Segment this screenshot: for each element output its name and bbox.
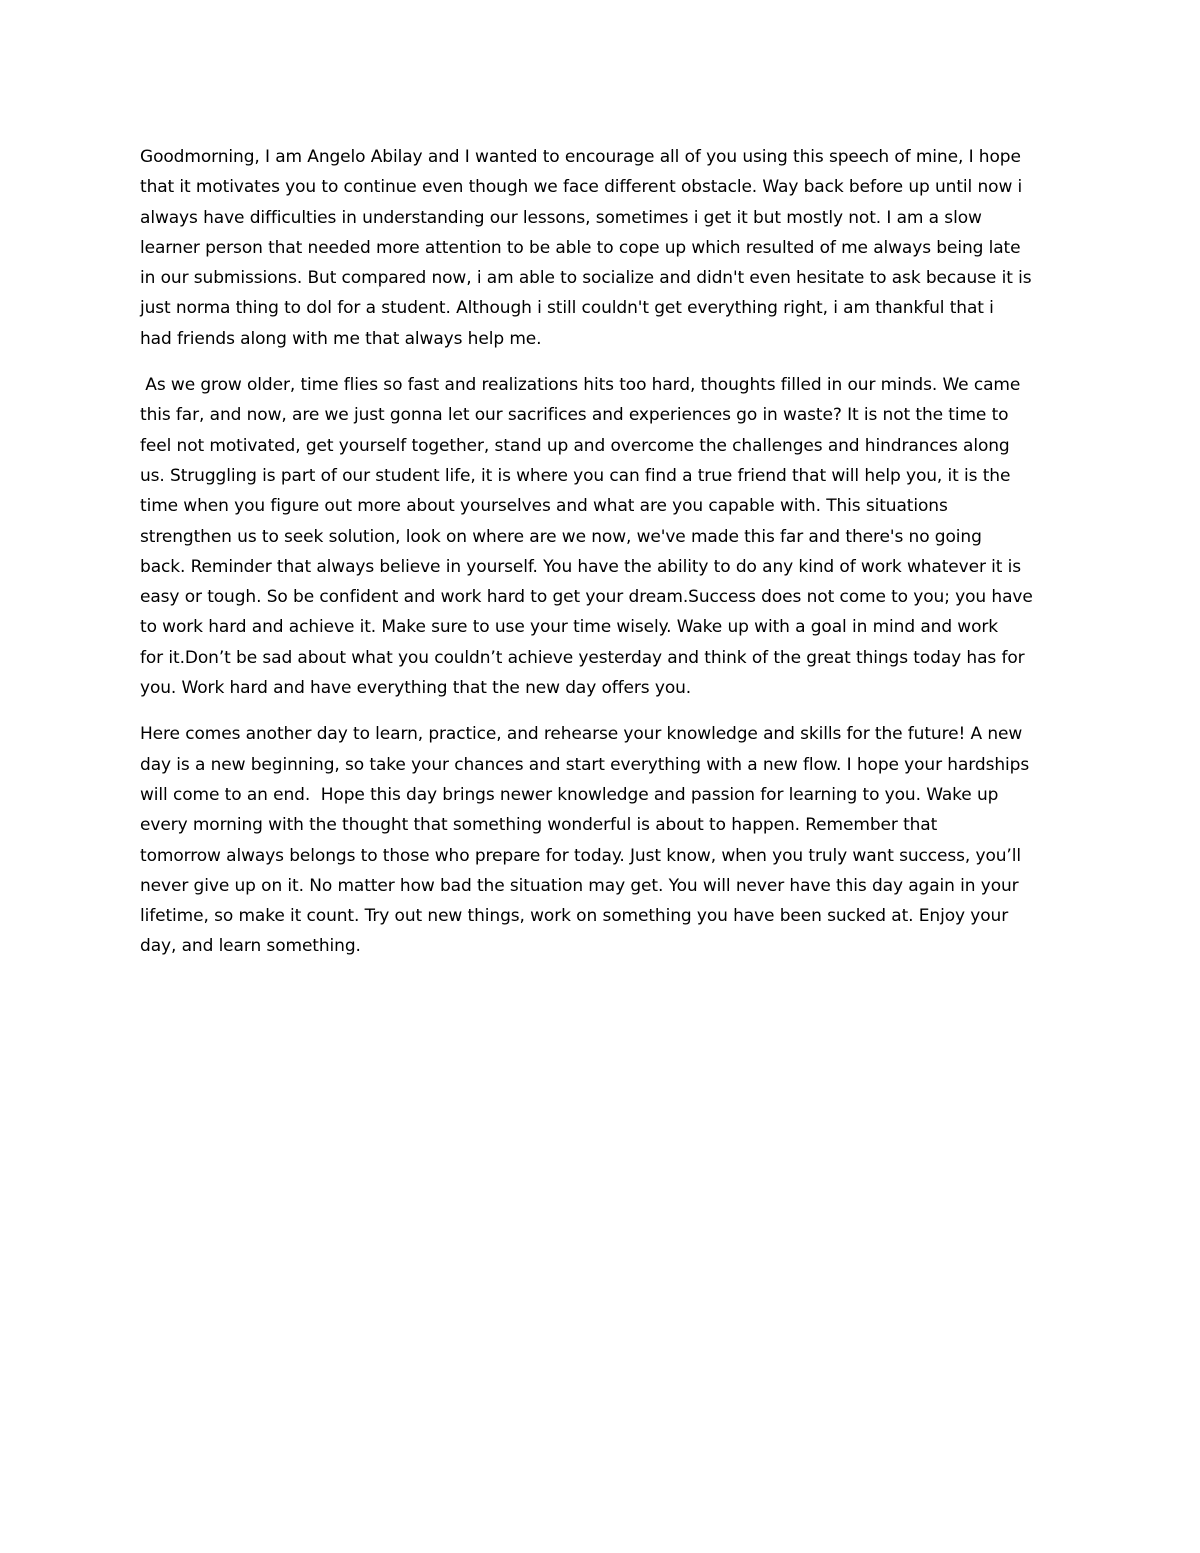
- text-line: back. Reminder that always believe in yourself. You have the ability to do any kind of work whatever it is: [140, 556, 1022, 577]
- text-line: lifetime, so make it count. Try out new things, work on something you have been sucked at. Enjoy your: [140, 906, 1009, 927]
- text-line: time when you figure out more about yourselves and what are you capable with. This situations: [140, 496, 948, 517]
- text-line: us. Struggling is part of our student life, it is where you can find a true friend that will help you, it is the: [140, 465, 1011, 486]
- text-line: that it motivates you to continue even though we face different obstacle. Way back before up until now i: [140, 177, 1023, 198]
- text-line: As we grow older, time flies so fast and realizations hits too hard, thoughts filled in our minds. We came: [140, 375, 1021, 396]
- text-line: learner person that needed more attention to be able to cope up which resulted of me always being late: [140, 237, 1021, 258]
- text-line: tomorrow always belongs to those who prepare for today. Just know, when you truly want success, you’ll: [140, 845, 1021, 866]
- text-line: Goodmorning, I am Angelo Abilay and I wanted to encourage all of you using this speech of mine, I hope: [140, 147, 1021, 167]
- text-line: just norma thing to dol for a student. Although i still couldn't get everything right, i am thankful that i: [140, 298, 994, 319]
- text-line: Here comes another day to learn, practice, and rehearse your knowledge and skills for the future! A new: [140, 724, 1023, 745]
- text-line: every morning with the thought that something wonderful is about to happen. Remember that: [140, 815, 938, 836]
- paragraph-3: [140, 719, 1070, 961]
- text-line: this far, and now, are we just gonna let our sacrifices and experiences go in waste? It is not the time to: [140, 405, 1009, 426]
- paragraph-2: [140, 370, 1070, 703]
- text-line: to work hard and achieve it. Make sure to use your time wisely. Wake up with a goal in mind and work: [140, 617, 999, 638]
- text-line: you. Work hard and have everything that the new day offers you.: [140, 678, 692, 699]
- document-body: [140, 142, 1070, 978]
- text-line: feel not motivated, get yourself together, stand up and overcome the challenges and hindrances along: [140, 435, 1010, 456]
- text-line: will come to an end. Hope this day brings newer knowledge and passion for learning to you. Wake up: [140, 784, 999, 805]
- text-line: easy or tough. So be confident and work hard to get your dream.Success does not come to you; you have: [140, 587, 1033, 608]
- text-line: strengthen us to seek solution, look on where are we now, we've made this far and there's no going: [140, 526, 982, 547]
- text-line: day, and learn something.: [140, 936, 361, 957]
- text-line: had friends along with me that always help me.: [140, 328, 542, 349]
- paragraph-1: [140, 142, 1070, 354]
- text-line: never give up on it. No matter how bad the situation may get. You will never have this day again in your: [140, 875, 1019, 896]
- text-line: day is a new beginning, so take your chances and start everything with a new flow. I hope your hardships: [140, 754, 1030, 775]
- text-line: for it.Don’t be sad about what you couldn’t achieve yesterday and think of the great things today has for: [140, 647, 1025, 668]
- text-line: in our submissions. But compared now, i am able to socialize and didn't even hesitate to ask because it is: [140, 268, 1032, 289]
- text-line: always have difficulties in understanding our lessons, sometimes i get it but mostly not. I am a slow: [140, 207, 982, 228]
